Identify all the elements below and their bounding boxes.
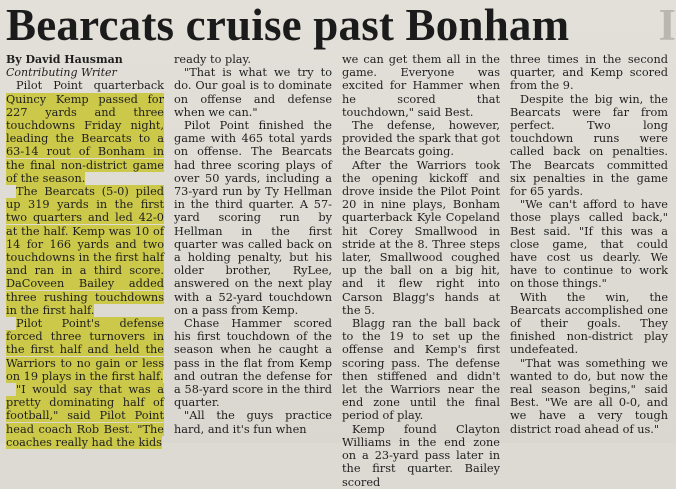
highlighted-text: Quincy Kemp passed for 227 yards and three touchdowns Friday night, leading the Bearcats to a 63-14 rout of Bonham in the final non-district game of the season. (6, 92, 164, 185)
highlighted-text: The Bearcats (5-0) piled up 319 yards in the first two quarters and led 42-0 at the half. Kemp was 10 of 14 for 166 yards and two touchdowns in the first half and ran in a third score. DaCoveen Bailey added three rushing touchdowns in the first half. (6, 185, 164, 317)
highlighted-text: "I would say that was a pretty dominating half of football," said Pilot Point head coach Rob Best. "The coaches really had the kids (6, 383, 164, 449)
article-body (6, 53, 672, 489)
highlighted-text: Pilot Point's defense forced three turnovers in the first half and held the Warriors to no gain or less on 19 plays in the first half. (6, 317, 164, 383)
paragraph-text: Chase Hammer scored his first touchdown of the season when he caught a pass in the flat from Kemp and outran the defense for a 58-yard score in the third quarter. (174, 317, 332, 410)
article-paragraph (342, 119, 500, 159)
article-paragraph (6, 185, 164, 317)
article-paragraph (342, 423, 500, 489)
paragraph-text: ready to play. (174, 53, 252, 66)
byline: By David Hausman (6, 53, 123, 66)
article-paragraph (342, 159, 500, 317)
paragraph-text: Despite the big win, the Bearcats were far from perfect. Two long touchdown runs were called back on penalties. The Bearcats committed six penalties in the game for 65 yards. (510, 92, 668, 199)
paragraph-text: "That is what we try to do. Our goal is to dominate on offense and defense when we can." (174, 66, 332, 119)
paragraph-text: "All the guys practice hard, and it's fun when (174, 409, 332, 436)
article-paragraph (174, 317, 332, 409)
paragraph-text: The defense, however, provided the spark that got the Bearcats going. (342, 119, 500, 159)
paragraph-text: With the win, the Bearcats accomplished one of their goals. They finished non-district play undefeated. (510, 290, 668, 357)
article-paragraph (174, 66, 332, 119)
paragraph-text: Pilot Point quarterback (16, 79, 164, 93)
article-paragraph (510, 357, 668, 436)
paragraph-text: Pilot Point finished the game with 465 total yards on offense. The Bearcats had three scoring plays of over 50 yards, including a 73-yard run by Ty Hellman in the third quarter. A 57-yard scoring run by Hellman in the first quarter was called back on a holding penalty, but his older brother, RyLee, answered on the next play with a 52-yard touchdown on a pass from Kemp. (174, 119, 332, 317)
article-paragraph (174, 409, 332, 435)
article-headline: Bearcats cruise past Bonham (6, 0, 570, 50)
article-column-1 (6, 53, 164, 449)
article-paragraph (510, 291, 668, 357)
byline-role: Contributing Writer (6, 66, 117, 80)
article-paragraph (6, 383, 164, 449)
article-paragraph (6, 79, 164, 185)
article-paragraph (510, 198, 668, 290)
article-column-3 (342, 53, 500, 489)
article-paragraph (510, 53, 668, 93)
paragraph-text: we can get them all in the game. Everyone was excited for Hammer when he scored that touchdown," said Best. (342, 53, 500, 119)
article-paragraph (510, 93, 668, 199)
paragraph-text: "That was something we wanted to do, but now the real season begins," said Best. "We are all 0-0, and we have a very tough district road ahead of us." (510, 356, 668, 436)
adjacent-article-edge-letter: I (658, 0, 676, 50)
paragraph-text: Kemp found Clayton Williams in the end zone on a 23-yard pass later in the first quarter. Bailey scored (342, 422, 500, 489)
article-paragraph (174, 119, 332, 317)
article-paragraph (6, 317, 164, 383)
article-column-4 (510, 53, 668, 441)
paragraph-text: Blagg ran the ball back to the 19 to set up the offense and Kemp's first scoring pass. The defense then stiffened and didn't let the Warriors near the end zone until the final period of play. (342, 317, 500, 423)
article-paragraph (342, 53, 500, 119)
article-column-2 (174, 53, 332, 441)
paragraph-text: "We can't afford to have those plays called back," Best said. "If this was a close game, that could have cost us dearly. We have to continue to work on those things." (510, 198, 668, 291)
paragraph-text: three times in the second quarter, and Kemp scored from the 9. (510, 53, 668, 93)
paragraph-text: After the Warriors took the opening kickoff and drove inside the Pilot Point 20 in nine plays, Bonham quarterback Kyle Copeland hit Corey Smallwood in stride at the 8. Three steps later, Smallwood coughed up the ball on a big hit, and it flew right into Carson Blagg's hands at the 5. (342, 158, 500, 317)
article-paragraph (174, 53, 332, 66)
article-paragraph (342, 317, 500, 423)
